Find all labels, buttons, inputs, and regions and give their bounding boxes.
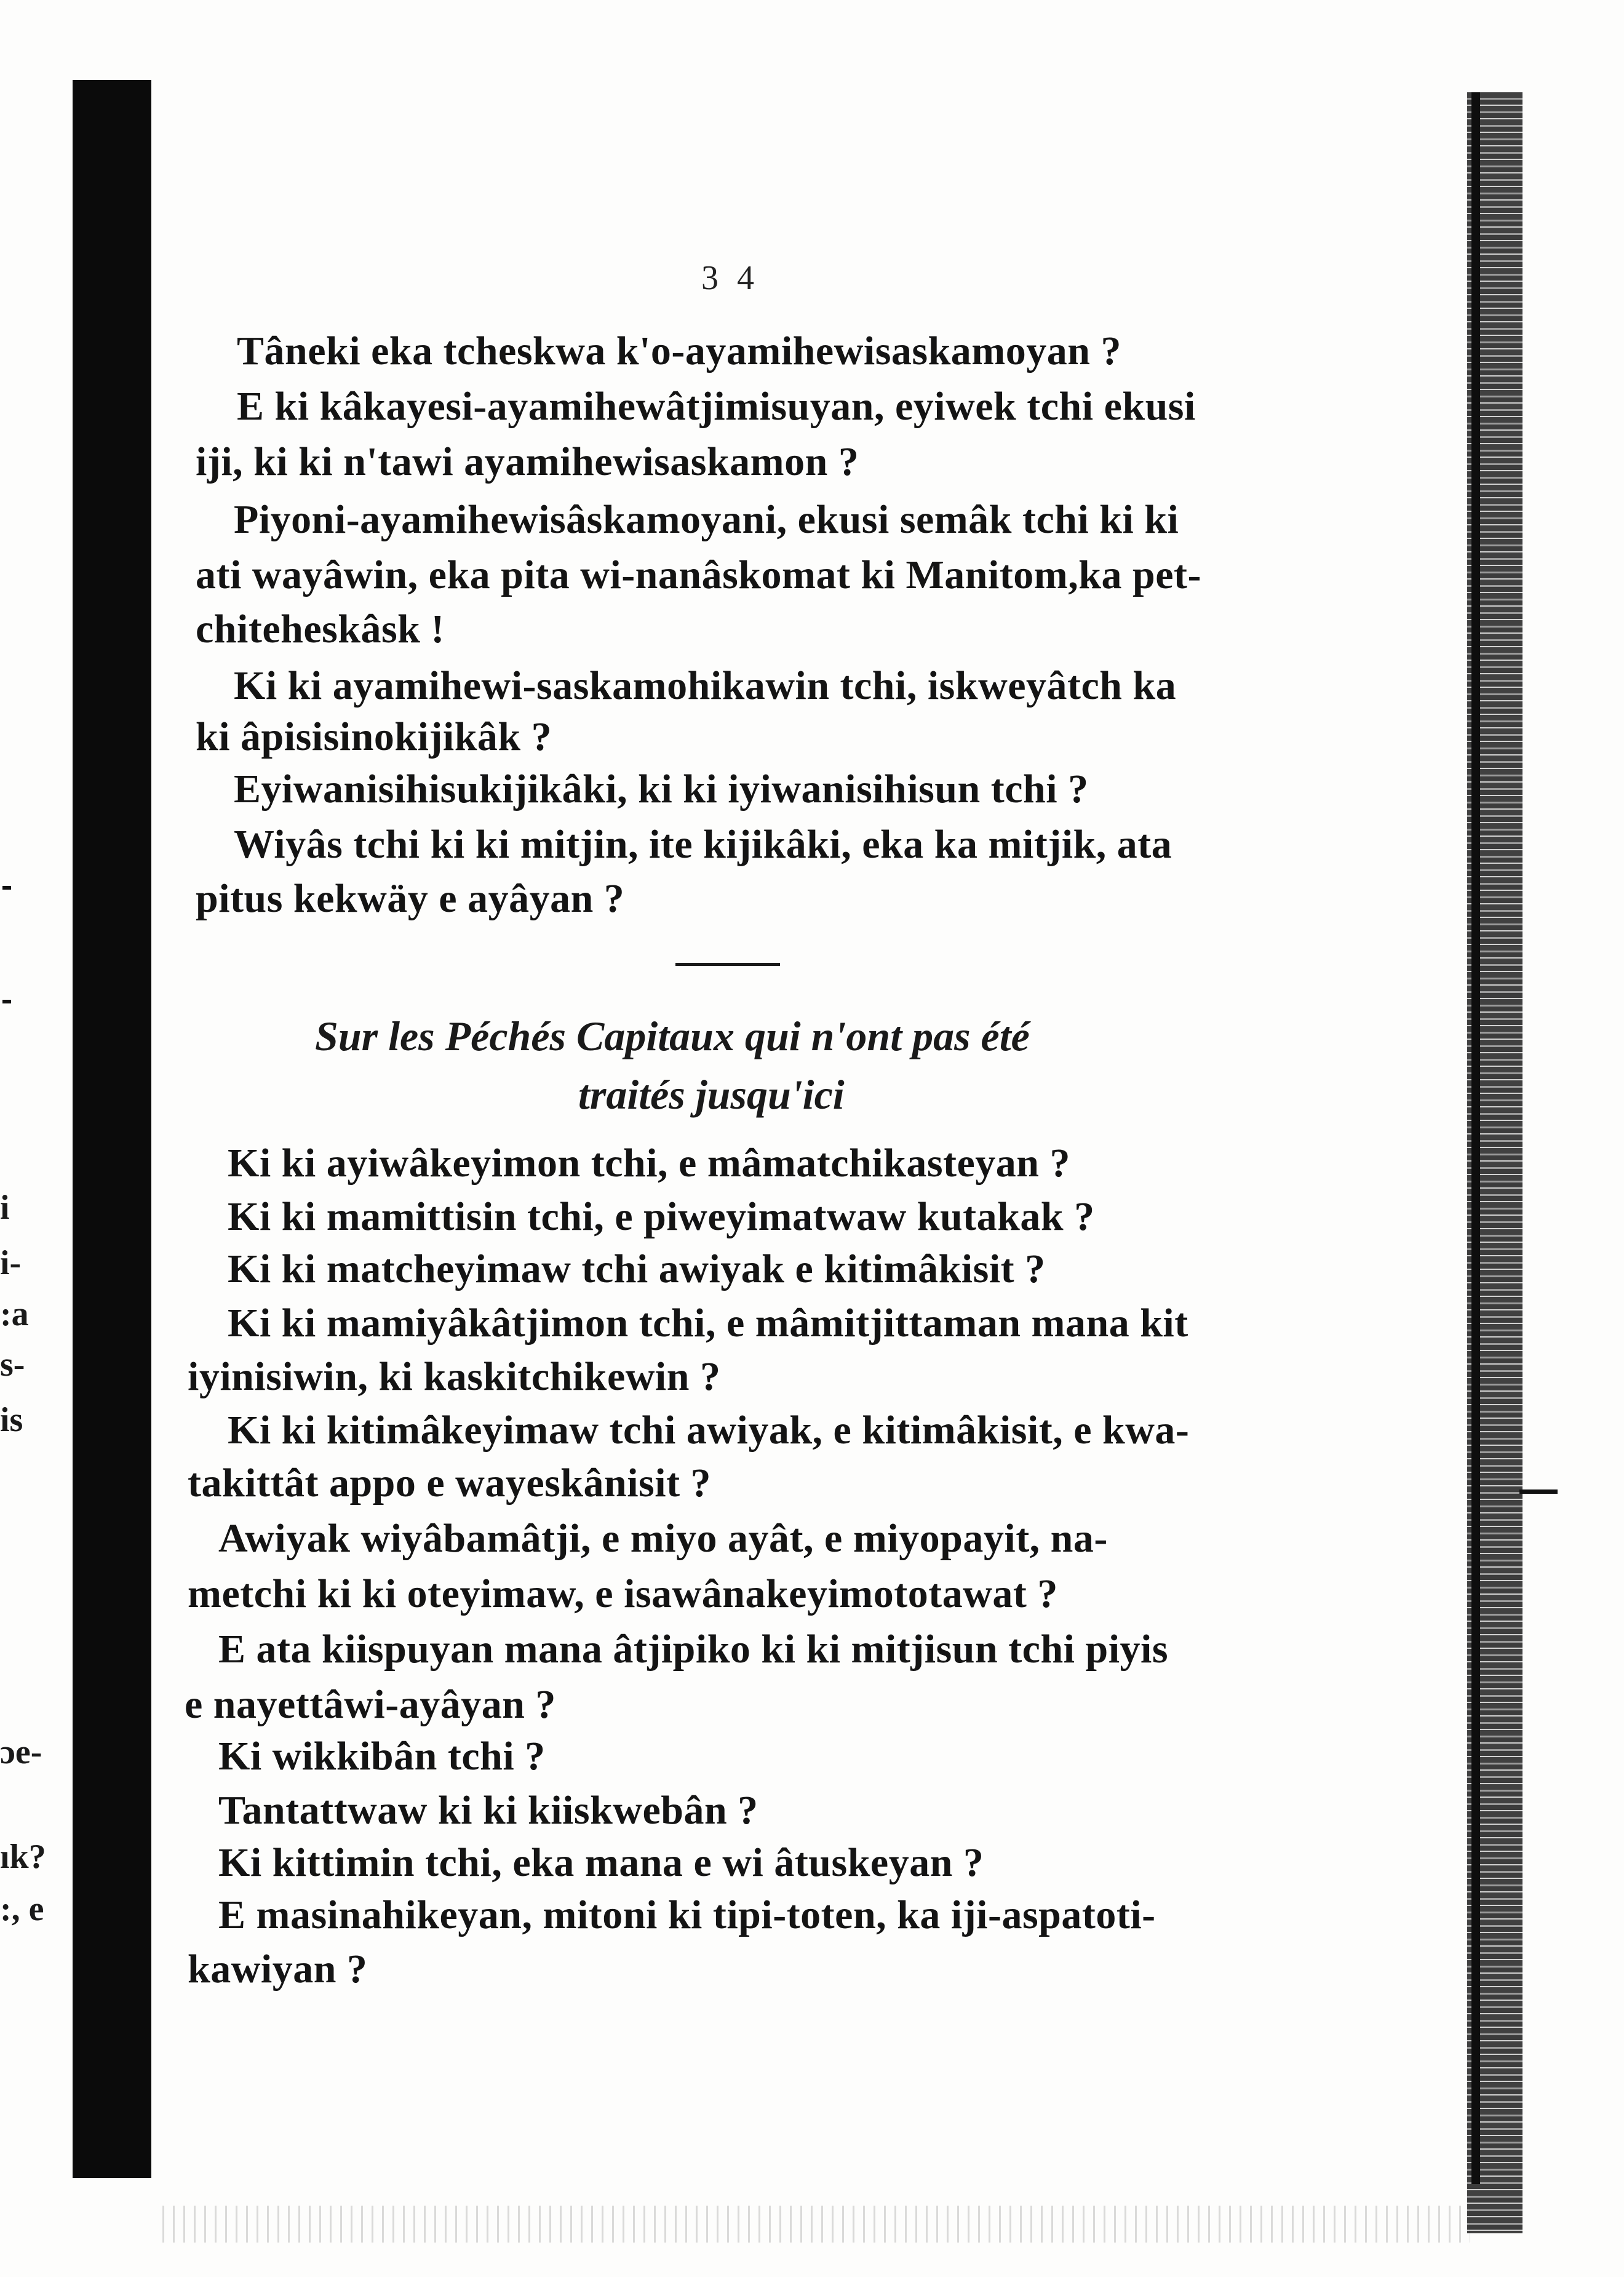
section-divider xyxy=(675,963,780,966)
text-line: Wiyâs tchi ki ki mitjin, ite kijikâki, eka ka mitjik, ata xyxy=(234,822,1172,867)
text-line: Ki ki ayamihewi-saskamohikawin tchi, iskweyâtch ka xyxy=(234,663,1177,708)
margin-mark-right xyxy=(1519,1489,1558,1494)
text-line: Tâneki eka tcheskwa k'o-ayamihewisaskamoyan ? xyxy=(237,329,1121,373)
text-line: Piyoni-ayamihewisâskamoyani, ekusi semâk tchi ki ki xyxy=(234,497,1179,542)
text-line: kawiyan ? xyxy=(188,1947,368,1992)
gutter-fragment: :, e xyxy=(0,1890,44,1928)
text-line: E ata kiispuyan mana âtjipiko ki ki mitjisun tchi piyis xyxy=(218,1627,1169,1672)
text-line: Tantattwaw ki ki kiiskwebân ? xyxy=(218,1788,758,1833)
gutter-fragment: s- xyxy=(0,1346,25,1384)
text-line: Ki wikkibân tchi ? xyxy=(218,1734,546,1779)
text-line: pitus kekwäy e ayâyan ? xyxy=(196,876,625,921)
text-line: iji, ki ki n'tawi ayamihewisaskamon ? xyxy=(196,439,859,484)
section-heading: Sur les Péchés Capitaux qui n'ont pas été xyxy=(315,1013,1030,1059)
text-line: Ki kittimin tchi, eka mana e wi âtuskeyan ? xyxy=(218,1840,984,1885)
gutter-fragment: :a xyxy=(0,1295,29,1333)
text-line: chiteheskâsk ! xyxy=(196,607,445,652)
text-line: iyinisiwin, ki kaskitchikewin ? xyxy=(188,1354,721,1399)
binding-shadow-left xyxy=(73,80,151,2178)
scan-noise-bottom xyxy=(154,2206,1470,2243)
text-line: Ki ki mamiyâkâtjimon tchi, e mâmitjittaman mana kit xyxy=(228,1301,1188,1346)
text-line: e nayettâwi-ayâyan ? xyxy=(185,1682,556,1727)
gutter-fragment: i xyxy=(0,1189,10,1227)
text-line: Eyiwanisihisukijikâki, ki ki iyiwanisihisun tchi ? xyxy=(234,767,1089,812)
text-line: ki âpisisinokijikâk ? xyxy=(196,714,552,759)
text-line: E ki kâkayesi-ayamihewâtjimisuyan, eyiwek tchi ekusi xyxy=(237,384,1196,429)
page-number: 3 4 xyxy=(701,259,759,297)
text-line: E masinahikeyan, mitoni ki tipi-toten, ka iji-aspatoti- xyxy=(218,1892,1156,1937)
margin-mark-left-2 xyxy=(2,1000,11,1003)
gutter-fragment: ɔe- xyxy=(0,1733,42,1771)
text-line: Ki ki ayiwâkeyimon tchi, e mâmatchikasteyan ? xyxy=(228,1141,1070,1186)
text-line: Awiyak wiyâbamâtji, e miyo ayât, e miyopayit, na- xyxy=(218,1516,1108,1561)
gutter-fragment: is xyxy=(0,1401,23,1439)
text-line: Ki ki mamittisin tchi, e piweyimatwaw kutakak ? xyxy=(228,1194,1095,1239)
text-line: Ki ki kitimâkeyimaw tchi awiyak, e kitimâkisit, e kwa- xyxy=(228,1408,1190,1453)
text-line: takittât appo e wayeskânisit ? xyxy=(188,1461,712,1505)
text-line: Ki ki matcheyimaw tchi awiyak e kitimâkisit ? xyxy=(228,1246,1046,1291)
section-heading: traités jusqu'ici xyxy=(578,1071,845,1118)
margin-mark-left-1 xyxy=(2,886,11,890)
text-line: ati wayâwin, eka pita wi-nanâskomat ki Manitom,ka pet- xyxy=(196,552,1201,597)
text-line: metchi ki ki oteyimaw, e isawânakeyimototawat ? xyxy=(188,1571,1058,1616)
gutter-fragment: ık? xyxy=(0,1838,46,1876)
page-edge-right-line xyxy=(1471,92,1480,2184)
gutter-fragment: i- xyxy=(0,1244,22,1282)
